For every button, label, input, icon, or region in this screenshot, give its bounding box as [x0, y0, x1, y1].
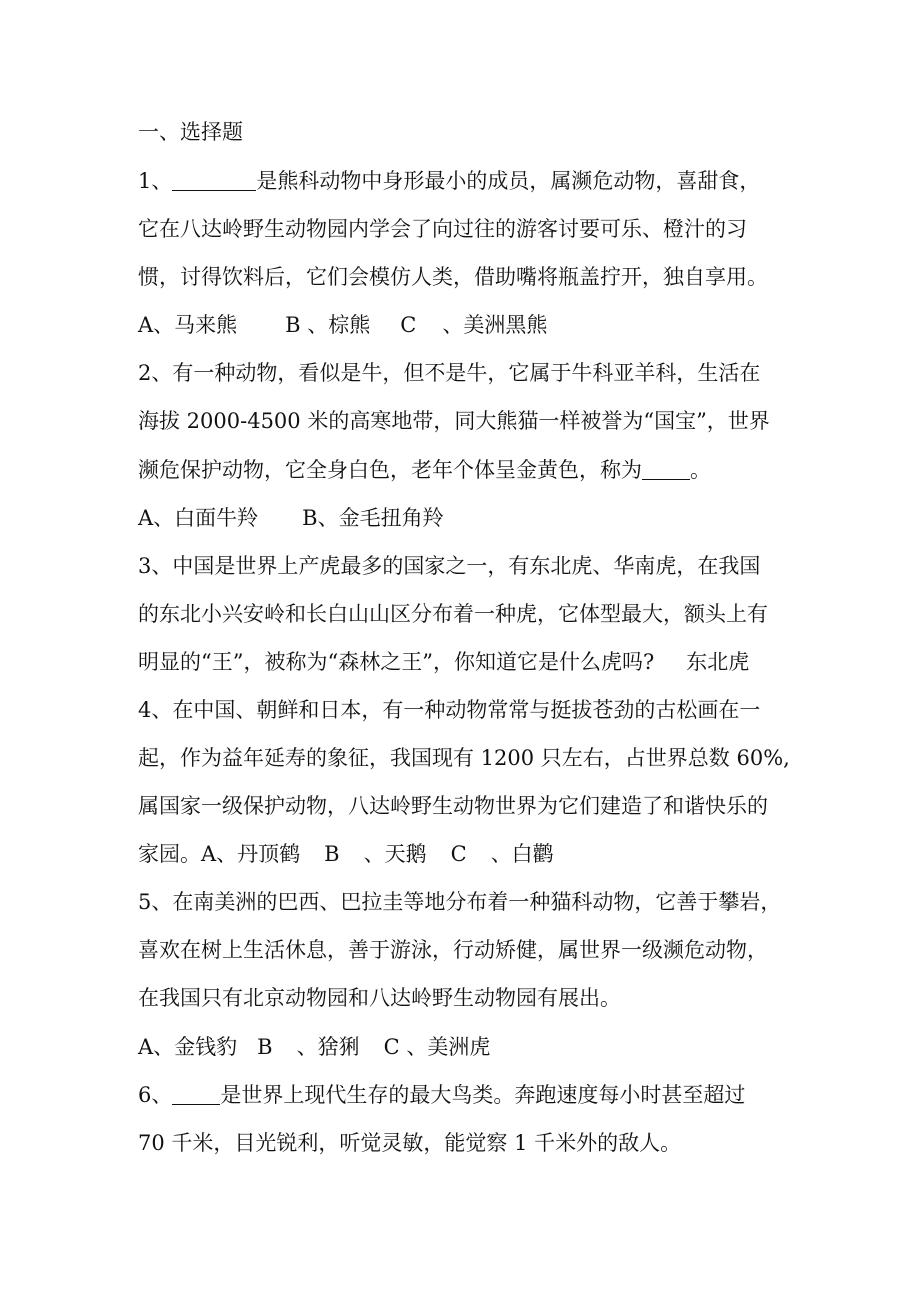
option-c-text: 、白鹳 — [490, 842, 554, 866]
question-1-options — [138, 310, 788, 340]
option-b: B 、棕熊 — [285, 313, 371, 337]
option-b: B、金毛扭角羚 — [302, 506, 444, 530]
question-2-line-3 — [138, 455, 788, 485]
option-a: A、白面牛羚 — [138, 506, 259, 530]
question-6-text: 是世界上现代生存的最大鸟类。奔跑速度每小时甚至超过 — [220, 1083, 746, 1107]
question-3-text: 中国是世界上产虎最多的国家之一，有东北虎、华南虎，在我国 — [172, 554, 761, 578]
question-4-line-4 — [138, 839, 788, 869]
question-2-text: 有一种动物，看似是牛，但不是牛，它属于牛科亚羊科，生活在 — [172, 361, 761, 385]
question-2-line-1 — [138, 358, 788, 388]
question-1-line-2: 它在八达岭野生动物园内学会了向过往的游客讨要可乐、橙汁的习 — [138, 217, 747, 241]
question-1-number: 1、 — [138, 169, 173, 193]
question-5-text: 在南美洲的巴西、巴拉圭等地分布着一种猫科动物，它善于攀岩， — [172, 890, 782, 914]
question-4-text-4: 家园。 — [138, 842, 201, 866]
option-c-text: 、美洲黑熊 — [442, 313, 548, 337]
question-2-end: 。 — [690, 458, 711, 482]
option-a: A、丹顶鹤 — [201, 842, 301, 866]
question-1-line-1 — [138, 166, 788, 196]
question-4-line-1 — [138, 695, 788, 725]
option-b-letter: B — [257, 1035, 273, 1059]
answer-blank — [172, 168, 256, 191]
option-b-text: 、猞猁 — [296, 1035, 360, 1059]
question-3-line-2: 的东北小兴安岭和长白山山区分布着一种虎，它体型最大，额头上有 — [138, 602, 768, 626]
question-6-line-2: 70 千米，目光锐利，听觉灵敏，能觉察 1 千米外的敌人。 — [138, 1131, 682, 1155]
question-3-line-1 — [138, 551, 788, 581]
option-b-letter: B — [324, 842, 340, 866]
question-5-line-2: 喜欢在树上生活休息，善于游泳，行动矫健，属世界一级濒危动物， — [138, 938, 768, 962]
question-5-line-1 — [138, 887, 788, 917]
question-2-number: 2、 — [138, 361, 173, 385]
answer-blank — [172, 1082, 220, 1105]
question-2-text-3: 濒危保护动物，它全身白色，老年个体呈金黄色，称为 — [138, 458, 642, 482]
question-1-line-3: 惯，讨得饮料后，它们会模仿人类，借助嘴将瓶盖拧开，独自享用。 — [138, 265, 768, 289]
question-4-line-3: 属国家一级保护动物，八达岭野生动物世界为它们建造了和谐快乐的 — [138, 794, 768, 818]
question-5-number: 5、 — [138, 890, 173, 914]
option-c-letter: C — [450, 842, 467, 866]
question-6-number: 6、 — [138, 1083, 173, 1107]
question-3-number: 3、 — [138, 554, 173, 578]
answer-blank — [642, 457, 690, 480]
option-a: A、马来熊 — [138, 313, 238, 337]
option-a: A、金钱豹 — [138, 1035, 238, 1059]
question-3-line-3 — [138, 647, 788, 677]
question-2-options — [138, 503, 788, 533]
question-4-line-2: 起，作为益年延寿的象征，我国现有 1200 只左右，占世界总数 60%, — [138, 746, 790, 770]
question-3-text-3: 明显的“王”，被称为“森林之王”，你知道它是什么虎吗? — [138, 650, 655, 674]
question-5-line-3: 在我国只有北京动物园和八达岭野生动物园有展出。 — [138, 986, 621, 1010]
question-4-number: 4、 — [138, 698, 173, 722]
question-5-options — [138, 1032, 788, 1062]
question-2-line-2: 海拔 2000-4500 米的高寒地带，同大熊猫一样被誉为“国宝”，世界 — [138, 409, 770, 433]
question-3-answer: 东北虎 — [686, 650, 750, 674]
question-1-text: 是熊科动物中身形最小的成员，属濒危动物，喜甜食， — [256, 169, 761, 193]
section-title: 一、选择题 — [138, 120, 243, 144]
question-4-text: 在中国、朝鲜和日本，有一种动物常常与挺拔苍劲的古松画在一 — [172, 698, 761, 722]
option-b-text: 、天鹅 — [363, 842, 427, 866]
option-c: C 、美洲虎 — [383, 1035, 491, 1059]
question-6-line-1 — [138, 1080, 788, 1110]
option-c-letter: C — [400, 313, 417, 337]
